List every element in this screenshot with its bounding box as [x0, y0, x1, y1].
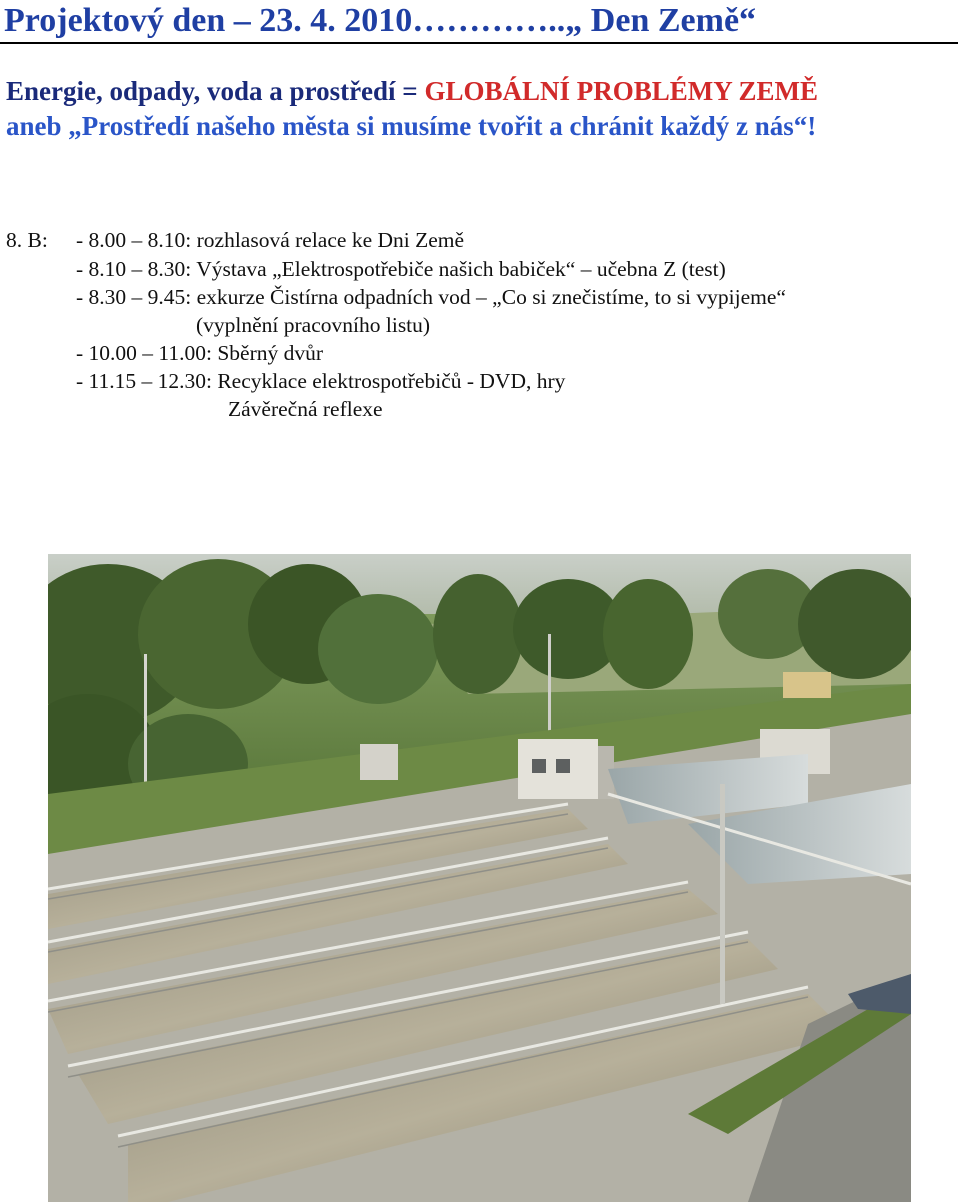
title-underline — [0, 42, 958, 44]
topic-line-1 — [6, 74, 818, 108]
topic-highlight: GLOBÁLNÍ PROBLÉMY ZEMĚ — [424, 76, 818, 106]
topic-prefix: Energie, odpady, voda a prostředí = — [6, 76, 425, 106]
schedule-item: - 8.30 – 9.45: exkurze Čistírna odpadních vod – „Co si znečistíme, to si vypijeme“ — [76, 285, 786, 309]
schedule-item: - 8.00 – 8.10: rozhlasová relace ke Dni Země — [76, 228, 465, 252]
schedule-item: - 10.00 – 11.00: Sběrný dvůr — [76, 341, 324, 365]
schedule-item-note: (vyplnění pracovního listu) — [196, 313, 431, 337]
schedule-item: - 11.15 – 12.30: Recyklace elektrospotřebičů - DVD, hry — [76, 369, 566, 393]
page-title: Projektový den – 23. 4. 2010…………..„ Den Země“ — [4, 2, 757, 39]
schedule-item-note: Závěrečná reflexe — [228, 397, 383, 421]
schedule-item: - 8.10 – 8.30: Výstava „Elektrospotřebiče našich babiček“ – učebna Z (test) — [76, 257, 726, 281]
topic-line-2: aneb „Prostředí našeho města si musíme tvořit a chránit každý z nás“! — [6, 111, 817, 141]
treatment-plant-photo — [48, 554, 911, 1202]
class-label: 8. B: — [6, 228, 48, 252]
